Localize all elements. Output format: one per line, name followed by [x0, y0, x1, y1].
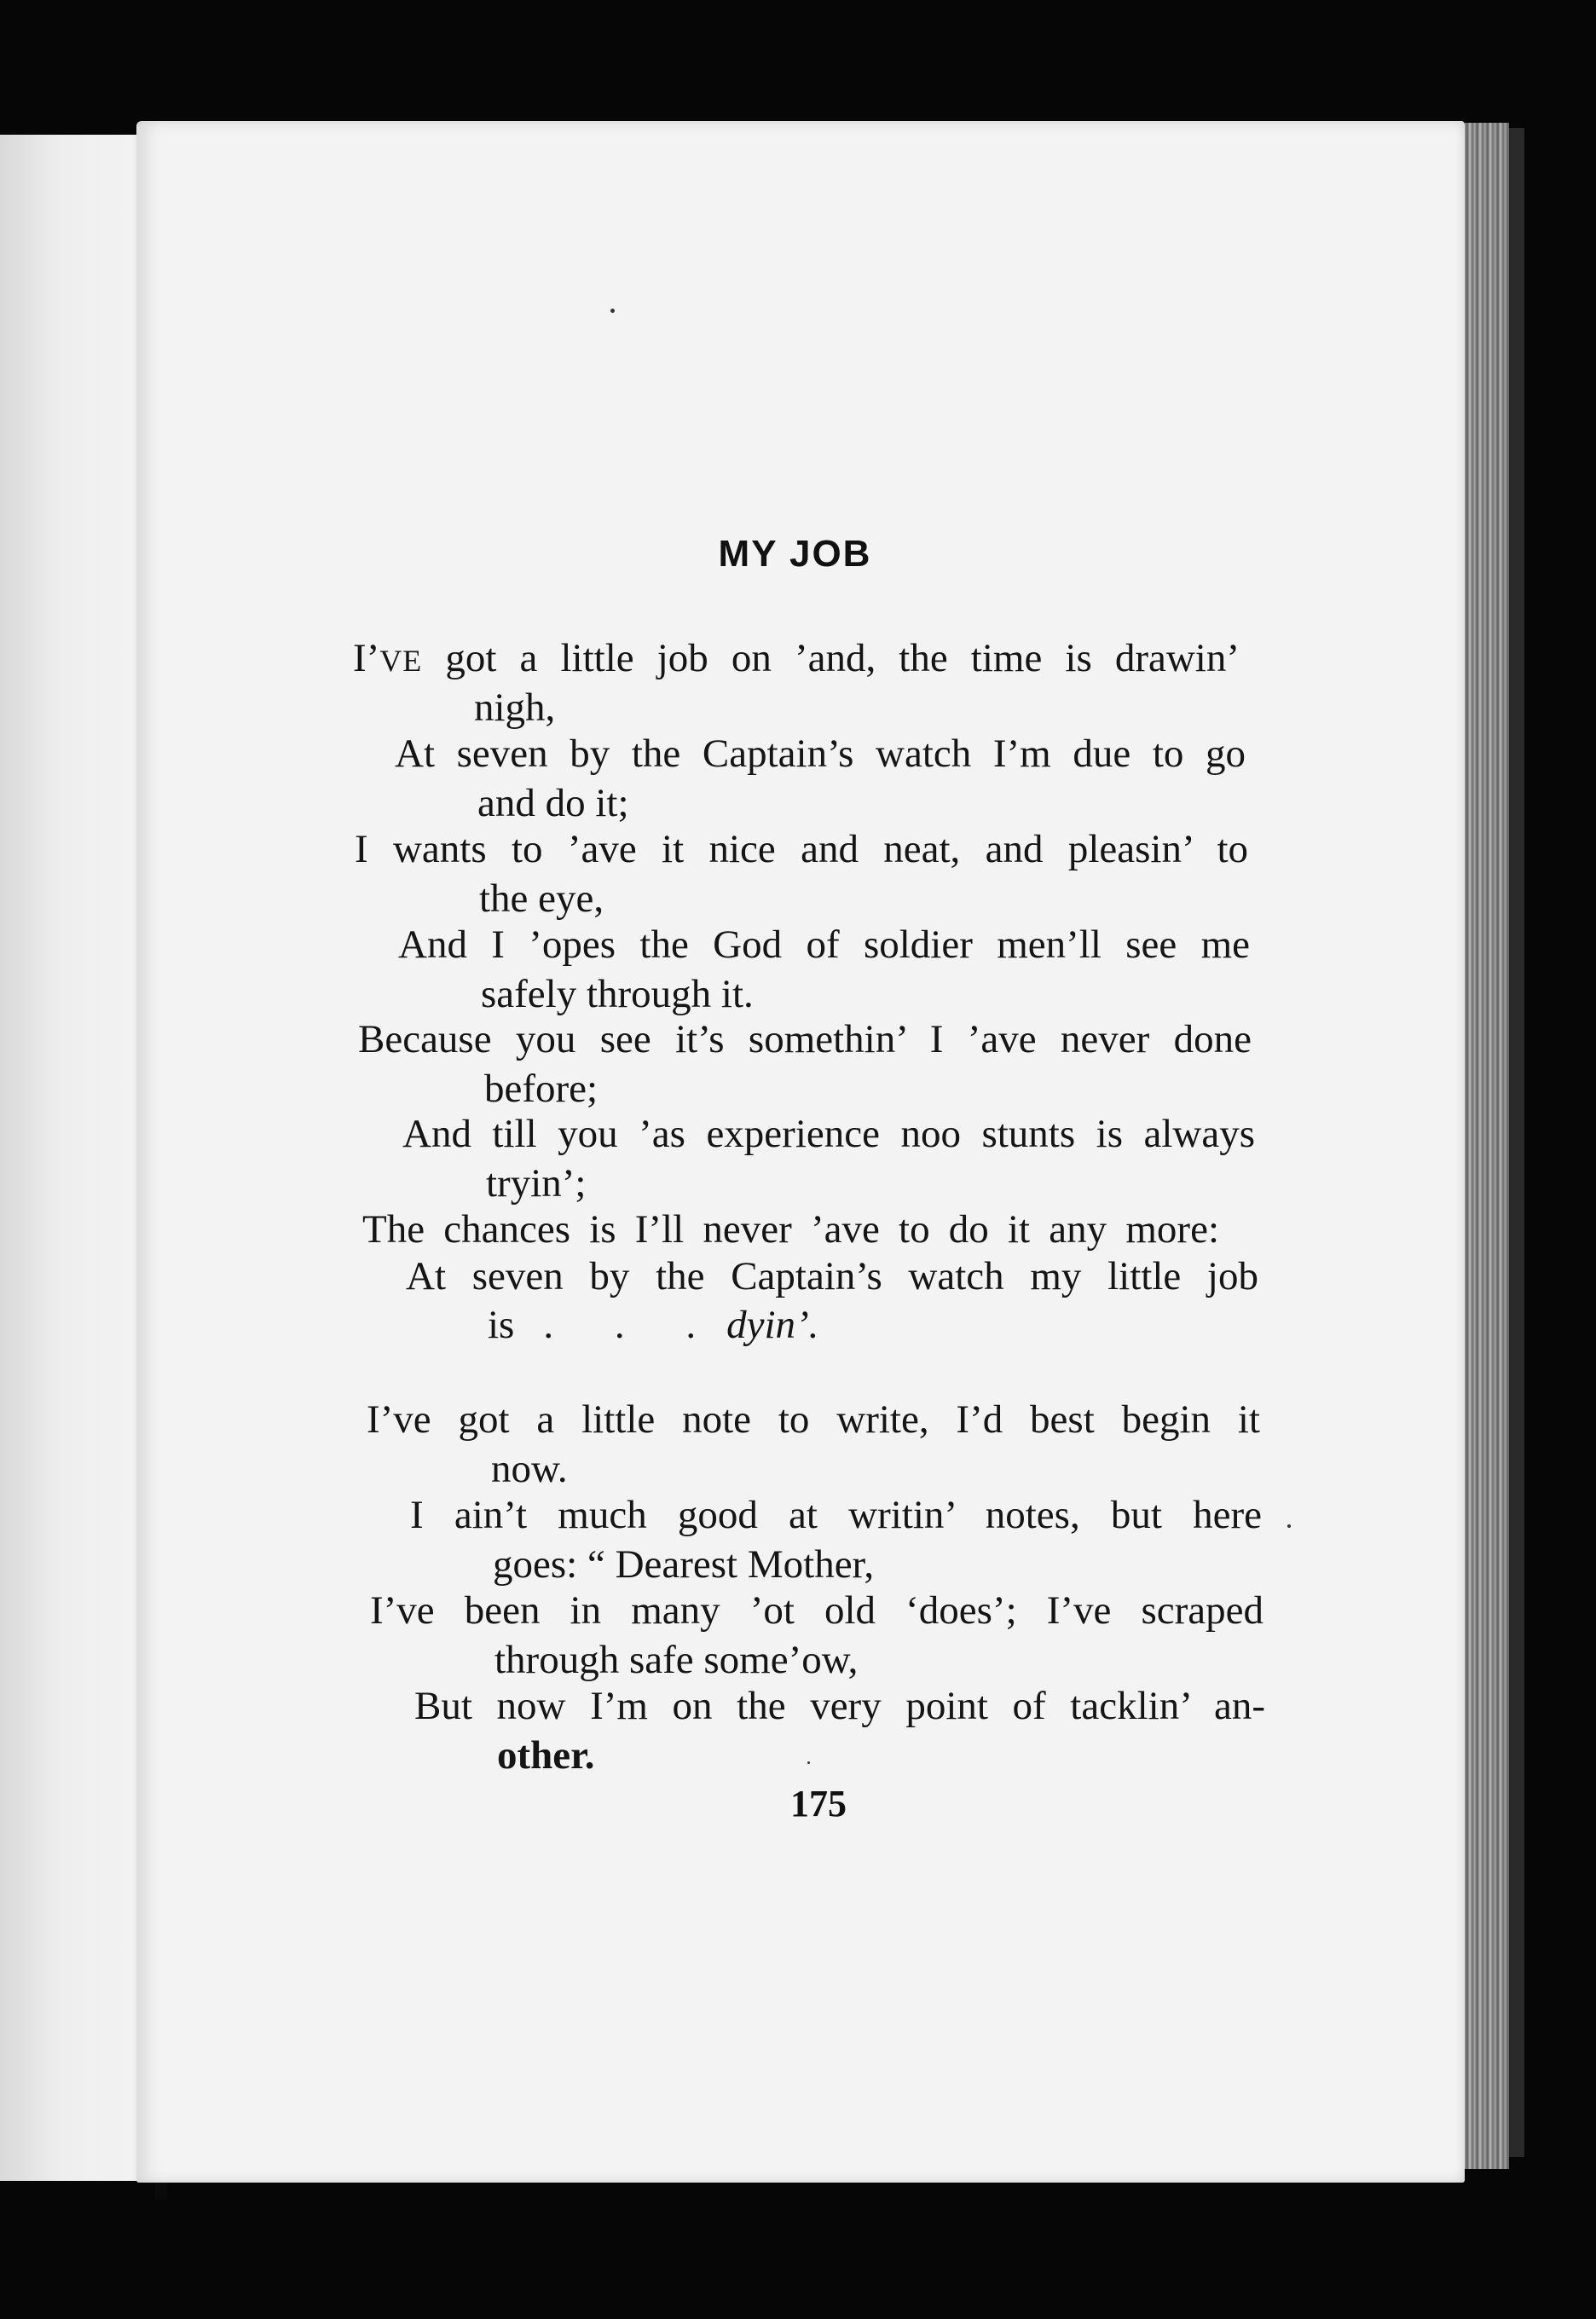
poem-line: nigh, — [474, 685, 556, 730]
poem-line: now. — [491, 1447, 568, 1491]
poem-line: And till you ’as experience noo stunts is always — [402, 1112, 1255, 1156]
poem-line: At seven by the Captain’s watch my little job — [406, 1254, 1258, 1298]
poem-line — [488, 1302, 818, 1348]
dust-speck — [610, 309, 615, 313]
line-text: got a little job on ’and, the time is drawin’ — [422, 636, 1240, 680]
drop-letter: I’ — [353, 636, 380, 680]
italic-word: dyin’. — [726, 1303, 819, 1347]
poem-line: goes: “ Dearest Mother, — [493, 1542, 875, 1587]
poem-line: before; — [484, 1067, 598, 1111]
book-cover-edge — [1509, 128, 1524, 2157]
poem-line: tryin’; — [486, 1161, 587, 1206]
poem-line: I’ve got a little note to write, I’d best begin it — [367, 1397, 1260, 1442]
dust-speck — [807, 1761, 810, 1764]
dust-speck — [1287, 1524, 1291, 1528]
poem-line — [353, 635, 1240, 681]
poem-line: the eye, — [479, 876, 604, 921]
poem-line: through safe some’ow, — [494, 1638, 859, 1682]
line-text: is — [488, 1303, 515, 1347]
poem-line: The chances is I’ll never ’ave to do it any more: — [362, 1207, 1219, 1252]
poem-line: I’ve been in many ’ot old ‘does’; I’ve scraped — [370, 1588, 1264, 1633]
poem-line: But now I’m on the very point of tacklin’ an- — [414, 1684, 1265, 1728]
poem-title: MY JOB — [718, 533, 872, 575]
poem-line: safely through it. — [481, 972, 754, 1016]
poem-line: Because you see it’s somethin’ I ’ave never done — [358, 1017, 1252, 1061]
poem-line: And I ’opes the God of soldier men’ll see me — [398, 922, 1250, 967]
poem-line: At seven by the Captain’s watch I’m due to go — [395, 732, 1246, 776]
page-block-edges — [1465, 123, 1509, 2169]
poem-line: and do it; — [477, 781, 629, 825]
poem-line: I wants to ’ave it nice and neat, and pleasin’ to — [355, 827, 1248, 871]
poem-line: I ain’t much good at writin’ notes, but here — [410, 1493, 1262, 1537]
ellipsis: . . . — [543, 1303, 722, 1347]
previous-page-edge — [0, 135, 155, 2181]
small-caps-word: VE — [379, 644, 423, 678]
page-number: 175 — [790, 1783, 847, 1825]
poem-line: other. — [497, 1733, 595, 1778]
